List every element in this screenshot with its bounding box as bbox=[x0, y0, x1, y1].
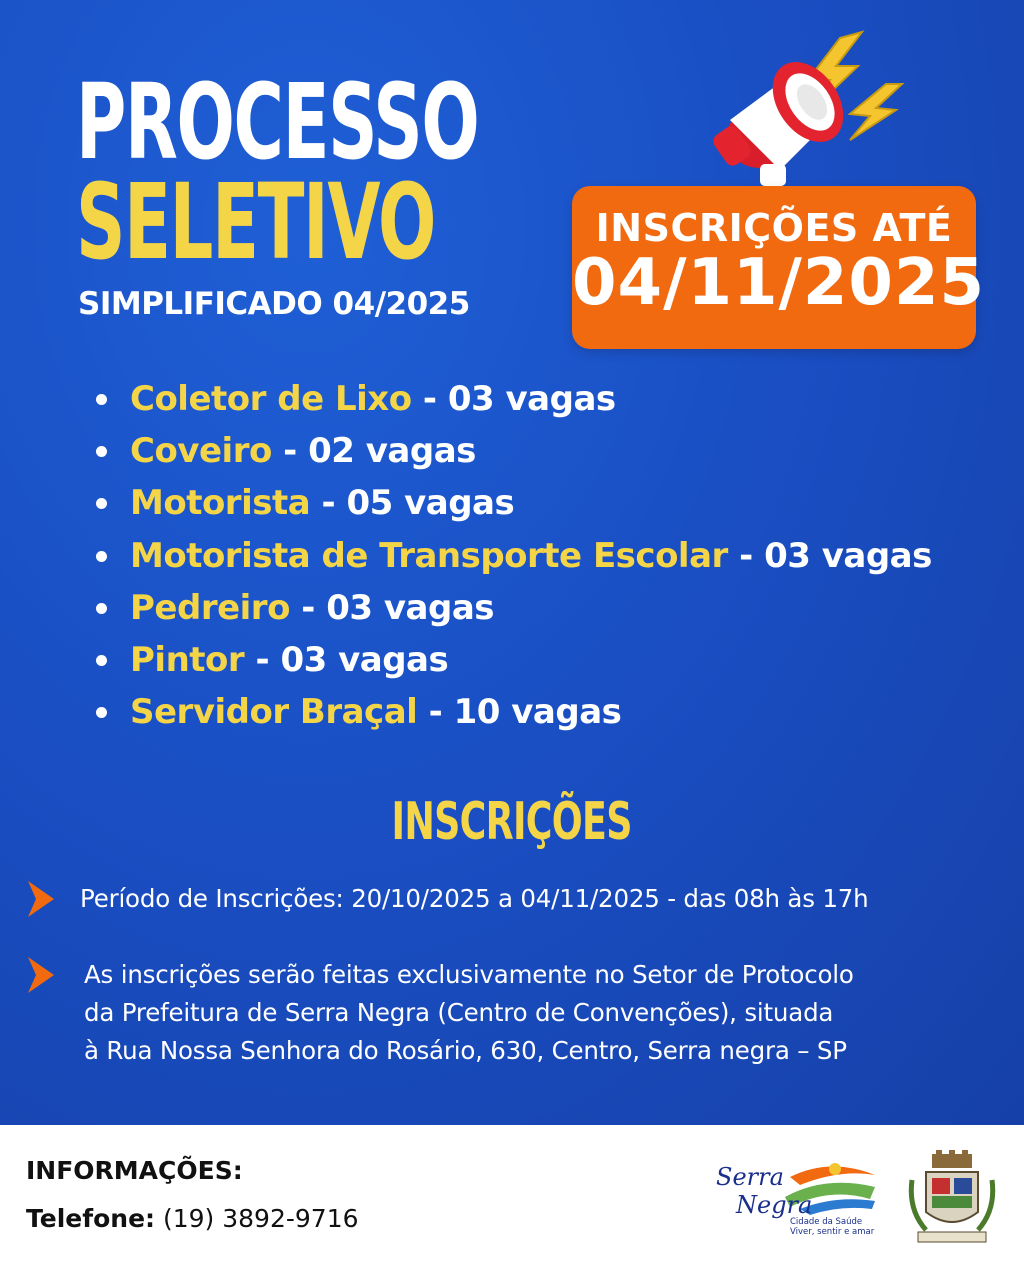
arrow-right-icon bbox=[26, 955, 56, 995]
logo-tagline-2: Viver, sentir e amar bbox=[790, 1227, 875, 1237]
inscription-location bbox=[84, 956, 984, 1070]
bullet-icon bbox=[96, 394, 107, 405]
bullet-icon bbox=[96, 446, 107, 457]
megaphone-icon bbox=[690, 28, 930, 198]
job-role: Servidor Braçal - 10 vagas bbox=[130, 692, 622, 733]
city-crest-icon bbox=[906, 1150, 998, 1250]
job-vacancies: - 05 vagas bbox=[310, 483, 515, 524]
deadline-label: INSCRIÇÕES ATÉ bbox=[595, 206, 953, 250]
bullet-icon bbox=[96, 498, 107, 509]
bullet-icon bbox=[96, 655, 107, 666]
location-line: As inscrições serão feitas exclusivamente no Setor de Protocolo bbox=[84, 960, 854, 989]
job-role: Pintor - 03 vagas bbox=[130, 639, 449, 680]
title-line-1: PROCESSO bbox=[76, 61, 479, 183]
arrow-right-icon bbox=[26, 879, 56, 919]
job-role: Coveiro - 02 vagas bbox=[130, 431, 476, 472]
serra-negra-logo bbox=[710, 1155, 890, 1245]
job-vacancies: - 10 vagas bbox=[417, 692, 622, 733]
bullet-icon bbox=[96, 603, 107, 614]
bullet-icon bbox=[96, 551, 107, 562]
job-vacancies: - 03 vagas bbox=[727, 535, 932, 576]
subtitle: SIMPLIFICADO 04/2025 bbox=[78, 286, 470, 322]
job-vacancies: - 02 vagas bbox=[271, 431, 476, 472]
job-vacancies: - 03 vagas bbox=[244, 639, 449, 680]
job-role: Coletor de Lixo - 03 vagas bbox=[130, 379, 616, 419]
logo-tagline-1: Cidade da Saúde bbox=[790, 1217, 863, 1227]
location-line: à Rua Nossa Senhora do Rosário, 630, Centro, Serra negra – SP bbox=[84, 1036, 847, 1065]
logo-text-2: Negra bbox=[736, 1191, 813, 1219]
deadline-date: 04/11/2025 bbox=[572, 246, 985, 320]
info-label: INFORMAÇÕES: bbox=[26, 1156, 243, 1185]
phone-value: (19) 3892-9716 bbox=[155, 1204, 359, 1233]
inscription-period: Período de Inscrições: 20/10/2025 a 04/11/2025 - das 08h às 17h bbox=[80, 884, 869, 913]
job-vacancies: - 03 vagas bbox=[289, 587, 494, 628]
job-role: Motorista de Transporte Escolar - 03 vagas bbox=[130, 535, 932, 576]
title-line-2: SELETIVO bbox=[76, 161, 436, 283]
job-role: Motorista - 05 vagas bbox=[130, 483, 515, 524]
logo-text-1: Serra bbox=[716, 1163, 784, 1191]
phone-label: Telefone: bbox=[26, 1204, 156, 1233]
phone bbox=[26, 1204, 359, 1233]
inscricoes-heading: INSCRIÇÕES bbox=[391, 792, 633, 852]
job-role: Pedreiro - 03 vagas bbox=[130, 587, 494, 628]
bullet-icon bbox=[96, 707, 107, 718]
deadline-badge bbox=[572, 186, 985, 349]
job-vacancies: - 03 vagas bbox=[422, 379, 616, 419]
location-line: da Prefeitura de Serra Negra (Centro de Convenções), situada bbox=[84, 998, 834, 1027]
